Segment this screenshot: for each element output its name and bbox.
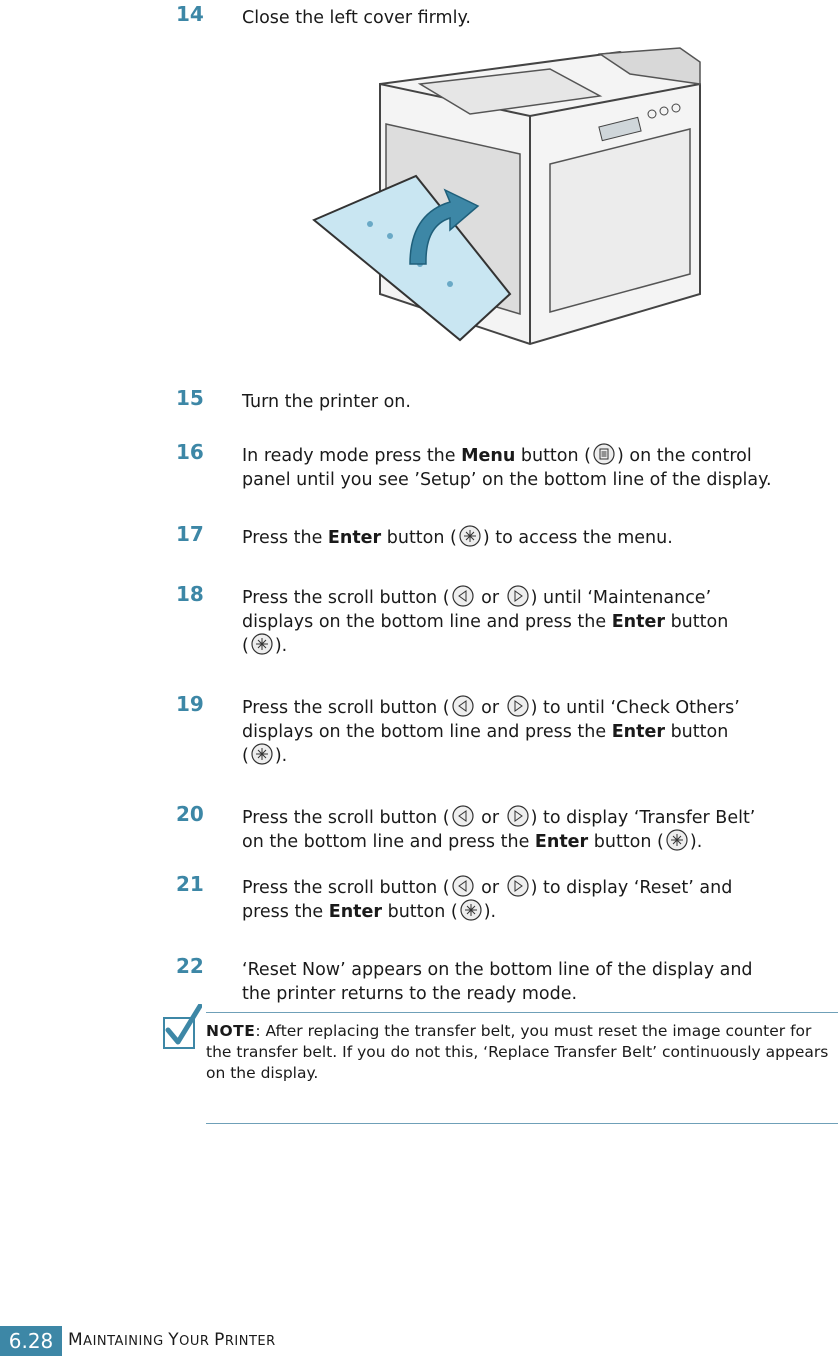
step-14 — [176, 2, 836, 30]
page-footer — [0, 1326, 838, 1356]
enter-icon — [460, 899, 482, 921]
step-18 — [176, 582, 836, 658]
step-21 — [176, 872, 836, 924]
step-number: 20 — [176, 802, 204, 826]
left-arrow-icon — [452, 585, 474, 607]
step-number: 15 — [176, 386, 204, 410]
right-arrow-icon — [507, 805, 529, 827]
note-label: NOTE — [206, 1022, 256, 1040]
enter-icon — [459, 525, 481, 547]
note-box — [206, 1012, 838, 1124]
step-text: ‘Reset Now’ appears on the bottom line of the display and the printer returns to the ready mode. — [242, 960, 753, 1004]
right-arrow-icon — [507, 695, 529, 717]
step-19 — [176, 692, 836, 768]
checkmark-icon — [162, 1004, 202, 1050]
step-text: Press the scroll button ( or ) to display ‘Transfer Belt’ on the bottom line and press the Enter button ( ). — [242, 806, 836, 854]
step-number: 17 — [176, 522, 204, 546]
step-15 — [176, 386, 836, 414]
step-number: 19 — [176, 692, 204, 716]
enter-icon — [666, 829, 688, 851]
step-17 — [176, 522, 836, 550]
left-arrow-icon — [452, 805, 474, 827]
step-20 — [176, 802, 836, 854]
step-text: Press the scroll button ( or ) to display ‘Reset’ and press the Enter button ( ). — [242, 876, 836, 924]
step-text: Press the scroll button ( or ) to until ‘Check Others’ displays on the bottom line and press the Enter button ( ). — [242, 696, 836, 768]
step-text: Press the Enter button ( ) to access the menu. — [242, 526, 836, 550]
step-number: 18 — [176, 582, 204, 606]
step-text: Turn the printer on. — [242, 392, 411, 412]
page-number: 6.28 — [0, 1326, 62, 1356]
enter-icon — [251, 743, 273, 765]
step-text: In ready mode press the Menu button ( ) on the control panel until you see ’Setup’ on the bottom line of the display. — [242, 444, 836, 492]
step-number: 21 — [176, 872, 204, 896]
step-number: 16 — [176, 440, 204, 464]
note-text: NOTE: After replacing the transfer belt, you must reset the image counter for the transfer belt. If you do not this, ‘Replace Transfer Belt’ continuously appears on the display. — [206, 1022, 829, 1082]
right-arrow-icon — [507, 585, 529, 607]
right-arrow-icon — [507, 875, 529, 897]
step-16 — [176, 440, 836, 492]
step-text: Press the scroll button ( or ) until ‘Maintenance’ displays on the bottom line and press the Enter button ( ). — [242, 586, 836, 658]
step-number: 14 — [176, 2, 204, 26]
chapter-title: MAINTAINING YOUR PRINTER — [68, 1330, 276, 1350]
step-text: Close the left cover firmly. — [242, 8, 471, 28]
menu-icon — [593, 443, 615, 465]
printer-illustration — [300, 44, 720, 354]
enter-icon — [251, 633, 273, 655]
step-number: 22 — [176, 954, 204, 978]
left-arrow-icon — [452, 875, 474, 897]
left-arrow-icon — [452, 695, 474, 717]
step-22 — [176, 954, 836, 1006]
